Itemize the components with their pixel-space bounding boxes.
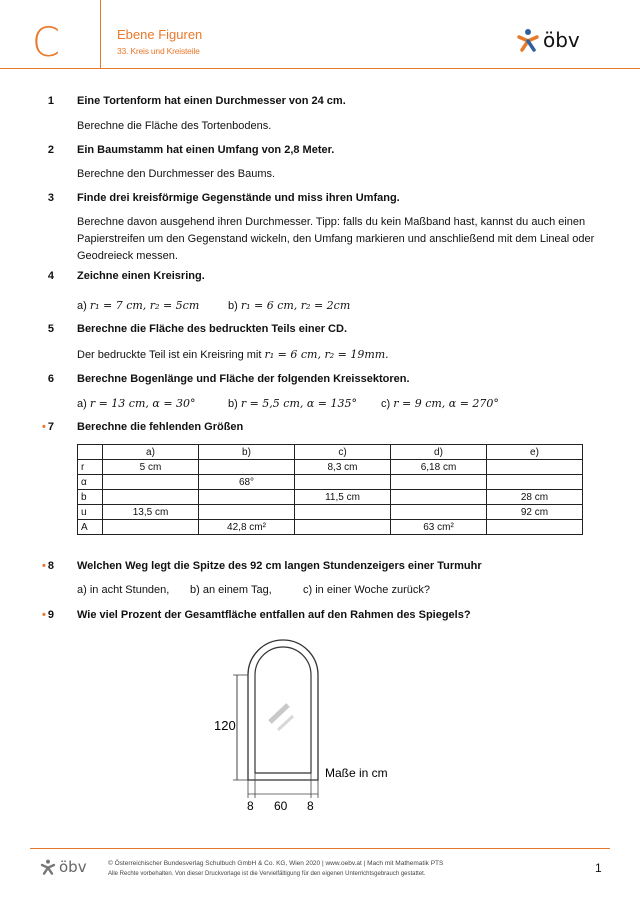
table-row: [78, 490, 583, 505]
subtask-label: b): [228, 300, 238, 312]
subtask-b: [228, 297, 428, 315]
task-text: Berechne davon ausgehend ihren Durchmesser. Tipp: falls du kein Maßband hast, kannst du auch einen Papierstreifen um den Gegenstand wickeln, den Umfang markieren und anschließend mit dem Lineal oder Geodreieck messen.: [77, 216, 595, 262]
table-cell: [295, 505, 391, 520]
table-header-cell: d): [391, 445, 487, 460]
table-cell: 8,3 cm: [295, 460, 391, 475]
table-header-cell: a): [103, 445, 199, 460]
table-cell: 13,5 cm: [103, 505, 199, 520]
formula: r = 5,5 cm, α = 135°: [240, 397, 358, 410]
task-question: Ein Baumstamm hat einen Umfang von 2,8 Meter.: [77, 144, 335, 156]
mirror-figure: [200, 630, 420, 820]
table-cell: [391, 505, 487, 520]
table-cell: 6,18 cm: [391, 460, 487, 475]
difficulty-bullet: •: [42, 609, 46, 621]
table-cell: [199, 460, 295, 475]
table-cell: [199, 490, 295, 505]
footer-rule: [30, 848, 610, 849]
row-label: r: [78, 460, 103, 475]
table-cell: [487, 520, 583, 535]
table-cell: [103, 520, 199, 535]
table-cell: [103, 475, 199, 490]
task-number: 6: [47, 373, 54, 385]
task-text: Berechne den Durchmesser des Baums.: [77, 168, 276, 180]
subtask-b: b) an einem Tag,: [190, 584, 272, 596]
task-question: Zeichne einen Kreisring.: [77, 270, 205, 282]
task-number: 4: [47, 270, 54, 282]
table-cell: 28 cm: [487, 490, 583, 505]
task-number: 5: [47, 323, 54, 335]
task-question: Finde drei kreisförmige Gegenstände und miss ihren Umfang.: [77, 192, 400, 204]
table-cell: [391, 475, 487, 490]
footer-copyright: © Österreichischer Bundesverlag Schulbuch GmbH & Co. KG, Wien 2020 | www.oebv.at | Mach mit Mathematik PTS: [108, 860, 444, 867]
task-number: • 8: [42, 560, 54, 572]
table-header-row: [78, 445, 583, 460]
task-question: Eine Tortenform hat einen Durchmesser von 24 cm.: [77, 95, 346, 107]
frame-left-label: 8: [247, 799, 254, 813]
values-table: [77, 444, 583, 535]
table-cell: 11,5 cm: [295, 490, 391, 505]
brand-wordmark: öbv: [59, 858, 87, 876]
table-cell: 42,8 cm²: [199, 520, 295, 535]
chapter-letter: C: [32, 20, 60, 66]
task-number: • 9: [42, 609, 54, 621]
difficulty-bullet: •: [42, 560, 46, 572]
table-cell: 5 cm: [103, 460, 199, 475]
obv-star-icon: [40, 859, 56, 875]
formula: r = 9 cm, α = 270°: [393, 397, 499, 410]
subtask-label: a): [77, 300, 87, 312]
table-cell: [295, 475, 391, 490]
task-number: 2: [47, 144, 54, 156]
inner-width-label: 60: [274, 799, 288, 813]
table-header-cell: c): [295, 445, 391, 460]
obv-star-icon: [516, 28, 540, 52]
task-number: 1: [47, 95, 54, 107]
text-prefix: Der bedruckte Teil ist ein Kreisring mit: [77, 349, 262, 361]
table-cell: [199, 505, 295, 520]
frame-right-label: 8: [307, 799, 314, 813]
header-rule: [0, 68, 640, 69]
task-text: Berechne die Fläche des Tortenbodens.: [77, 120, 272, 132]
row-label: A: [78, 520, 103, 535]
task-number: 3: [47, 192, 54, 204]
page-number: 1: [595, 861, 602, 875]
row-label: u: [78, 505, 103, 520]
table-cell: [295, 520, 391, 535]
table-row: [78, 475, 583, 490]
subtask-label: a): [77, 398, 87, 410]
difficulty-bullet: •: [42, 421, 46, 433]
row-label: α: [78, 475, 103, 490]
formula: r = 13 cm, α = 30°: [89, 397, 196, 410]
subtask-c: [381, 395, 541, 413]
table-cell: 68°: [199, 475, 295, 490]
table-header-cell: b): [199, 445, 295, 460]
table-cell: [487, 460, 583, 475]
task-question: Welchen Weg legt die Spitze des 92 cm langen Stundenzeigers einer Turmuhr: [77, 560, 482, 572]
height-label: 120: [214, 718, 236, 733]
task-number: • 7: [42, 421, 54, 433]
table-cell: [391, 490, 487, 505]
formula: r₁ = 6 cm, r₂ = 19mm.: [264, 348, 389, 361]
table-cell: 63 cm²: [391, 520, 487, 535]
task-text: [77, 346, 597, 364]
formula: r₁ = 6 cm, r₂ = 2cm: [240, 299, 351, 312]
unit-note: Maße in cm: [325, 766, 388, 780]
task-question: Berechne Bogenlänge und Fläche der folgenden Kreissektoren.: [77, 373, 410, 385]
task-question: Berechne die Fläche des bedruckten Teils einer CD.: [77, 323, 347, 335]
table-cell: 92 cm: [487, 505, 583, 520]
subtask-a: a) in acht Stunden,: [77, 584, 170, 596]
table-cell: [103, 490, 199, 505]
table-row: [78, 460, 583, 475]
publisher-logo: [516, 28, 580, 52]
task-question: Berechne die fehlenden Größen: [77, 421, 244, 433]
footer-rights: Alle Rechte vorbehalten. Von dieser Druckvorlage ist die Vervielfältigung für den eigenen Unterrichtsgebrauch gestattet.: [108, 871, 426, 877]
subtask-label: b): [228, 398, 238, 410]
subtask-b: [228, 395, 378, 413]
formula: r₁ = 7 cm, r₂ = 5cm: [89, 299, 200, 312]
chapter-subtitle: 33. Kreis und Kreisteile: [117, 46, 200, 56]
footer-logo: [40, 858, 87, 876]
subtask-c: c) in einer Woche zurück?: [303, 584, 430, 596]
chapter-title: Ebene Figuren: [117, 27, 203, 42]
brand-wordmark: öbv: [543, 28, 580, 52]
table-cell: [487, 475, 583, 490]
table-row: [78, 505, 583, 520]
table-row: [78, 520, 583, 535]
task-question: Wie viel Prozent der Gesamtfläche entfallen auf den Rahmen des Spiegels?: [77, 609, 471, 621]
subtask-label: c): [381, 398, 391, 410]
table-header-cell: e): [487, 445, 583, 460]
table-cell: [78, 445, 103, 460]
row-label: b: [78, 490, 103, 505]
header-divider: [100, 0, 101, 68]
